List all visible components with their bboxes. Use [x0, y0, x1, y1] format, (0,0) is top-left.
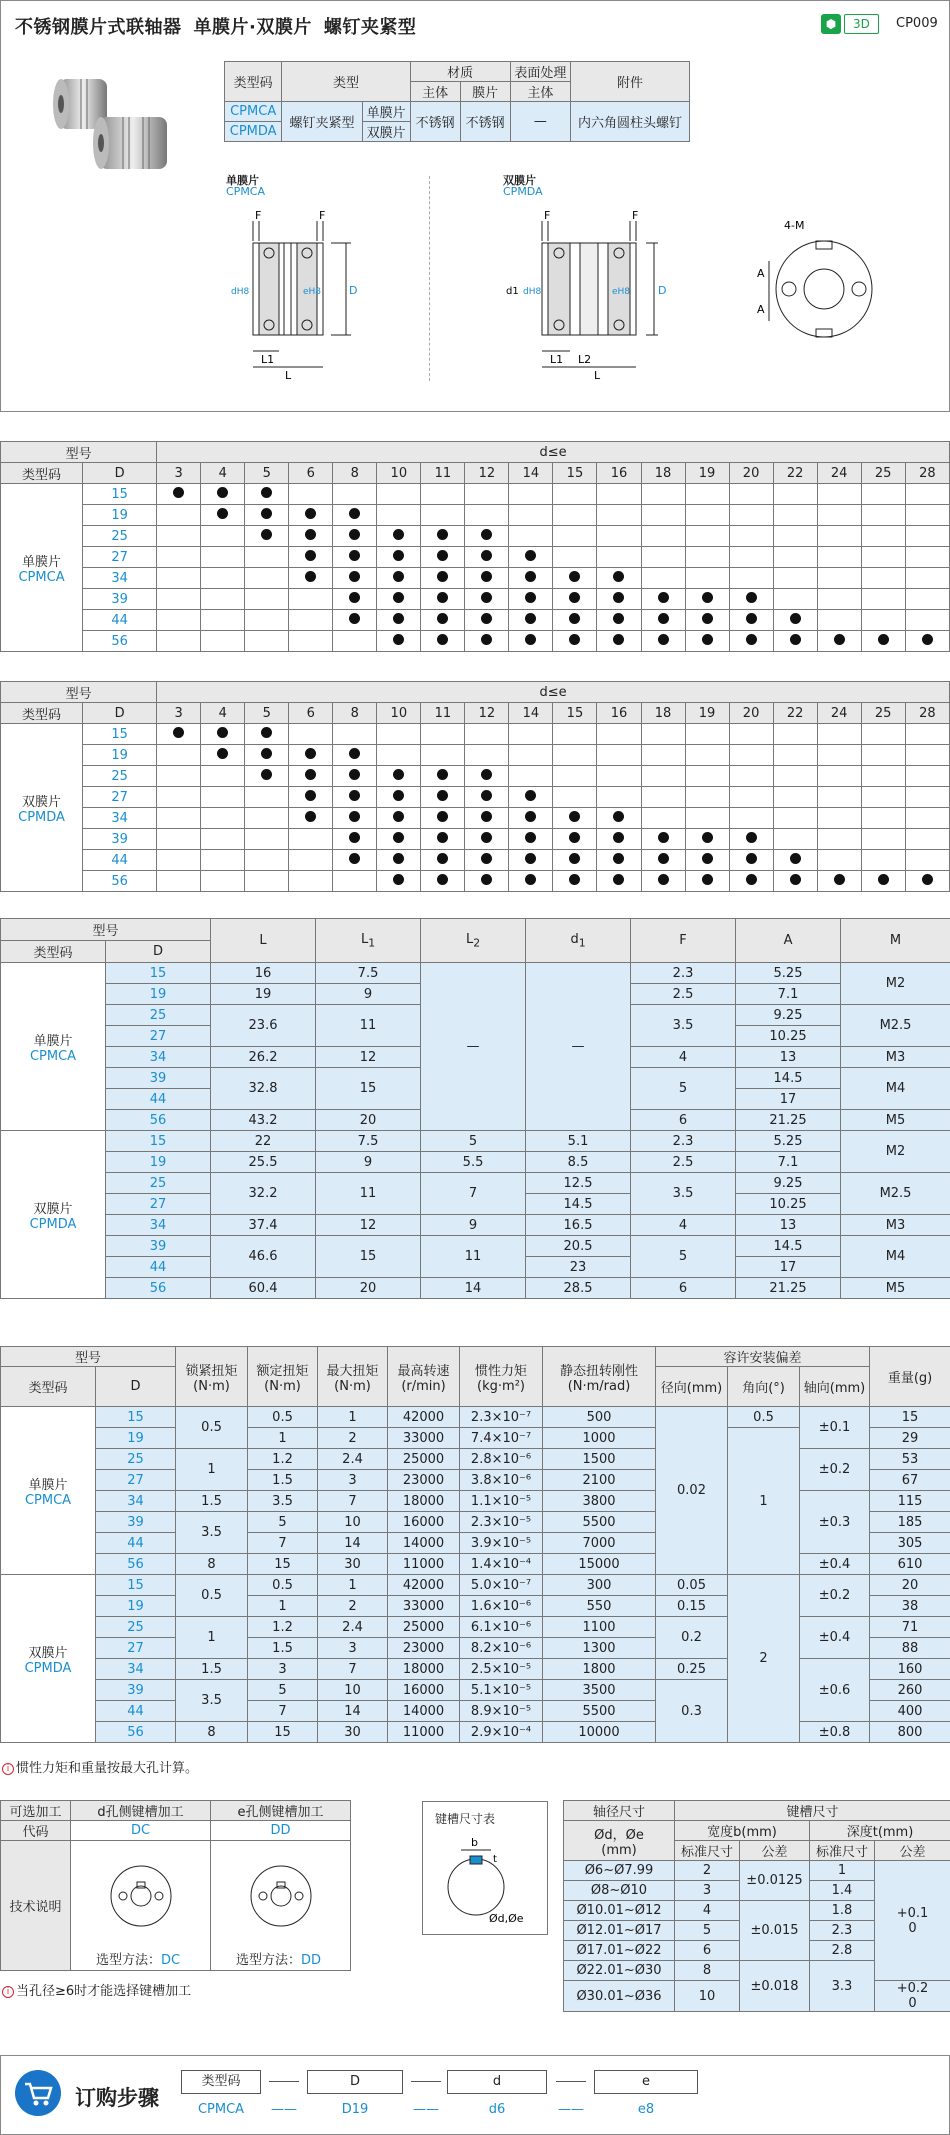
available-dot — [481, 550, 492, 561]
cart-icon — [15, 2070, 61, 2116]
dim-row: 25 32.2 11 7 12.5 3.5 9.25 M2.5 — [1, 1173, 950, 1194]
svg-text:F: F — [255, 209, 262, 222]
available-dot — [878, 634, 889, 645]
svg-text:F: F — [319, 209, 326, 222]
bore-row: 56 — [1, 871, 950, 892]
perf-row: 44 7 14 14000 8.9×10⁻⁵ 5500 400 — [1, 1701, 950, 1722]
perf-row: 双膜片 CPMDA 15 0.5 0.5 1 42000 5.0×10⁻⁷ 300 0.05 2 ±0.2 20 — [1, 1575, 950, 1596]
bore-row: 25 — [1, 526, 950, 547]
svg-text:L: L — [285, 369, 292, 382]
available-dot — [437, 550, 448, 561]
available-dot — [261, 769, 272, 780]
order-value-D: D19 — [341, 2102, 369, 2117]
option-table: 可选加工 d孔侧键槽加工 e孔侧键槽加工 代码 DC DD 技术说明 选型方法：DC 选型方法：DD — [0, 1800, 351, 1971]
double-label: 双膜片 — [503, 174, 536, 187]
available-dot — [702, 613, 713, 624]
available-dot — [569, 634, 580, 645]
available-dot — [525, 832, 536, 843]
catalog-code: CP009 — [896, 16, 938, 31]
available-dot — [305, 571, 316, 582]
key-row: Ø6~Ø7.99 2 ±0.0125 1 +0.1 0 — [564, 1861, 950, 1881]
info-icon: i — [2, 1763, 14, 1775]
available-dot — [481, 790, 492, 801]
info-icon: i — [2, 1986, 14, 1998]
available-dot — [525, 874, 536, 885]
available-dot — [922, 634, 933, 645]
dim-row: 19 25.5 9 5.5 8.5 2.5 7.1 — [1, 1152, 950, 1173]
bore-row: 39 — [1, 589, 950, 610]
available-dot — [437, 832, 448, 843]
available-dot — [878, 874, 889, 885]
key-row: Ø12.01~Ø17 5 2.3 — [564, 1921, 950, 1941]
available-dot — [261, 727, 272, 738]
svg-text:t: t — [493, 1854, 497, 1865]
keyway-d-drawing — [106, 1861, 176, 1931]
available-dot — [349, 529, 360, 540]
available-dot — [349, 748, 360, 759]
order-value-type: CPMCA — [197, 2102, 245, 2117]
available-dot — [437, 811, 448, 822]
available-dot — [922, 874, 933, 885]
available-dot — [481, 571, 492, 582]
bore-row: 27 — [1, 787, 950, 808]
available-dot — [481, 853, 492, 864]
available-dot — [349, 769, 360, 780]
bore-table-double: 型号 d≤e 类型码 D 3 4 5 6 8 10 11 12 14 15 16 18 19 20 22 24 25 28 双膜片 CPMDA 15 19 25 27 34 39 44 56 — [0, 681, 950, 892]
available-dot — [261, 487, 272, 498]
cube-icon: ⬢ — [821, 14, 841, 34]
available-dot — [393, 592, 404, 603]
dim-row: 25 23.6 11 3.5 9.25 M2.5 — [1, 1005, 950, 1026]
available-dot — [217, 727, 228, 738]
available-dot — [790, 613, 801, 624]
available-dot — [305, 529, 316, 540]
available-dot — [525, 853, 536, 864]
available-dot — [349, 613, 360, 624]
order-value-d: d6 — [488, 2102, 506, 2117]
available-dot — [393, 769, 404, 780]
svg-text:dH8: dH8 — [523, 287, 542, 297]
available-dot — [393, 832, 404, 843]
available-dot — [349, 811, 360, 822]
key-row: Ø17.01~Ø22 6 2.8 — [564, 1941, 950, 1961]
available-dot — [525, 790, 536, 801]
available-dot — [525, 550, 536, 561]
order-box-d: d — [447, 2070, 547, 2094]
keyslot-drawing — [431, 1832, 541, 1927]
dim-row: 27 10.25 — [1, 1026, 950, 1047]
svg-text:D: D — [658, 284, 667, 297]
available-dot — [349, 508, 360, 519]
header-panel — [0, 0, 950, 412]
available-dot — [393, 790, 404, 801]
available-dot — [393, 634, 404, 645]
single-drawing — [221, 201, 391, 391]
page-title: 不锈钢膜片式联轴器 单膜片·双膜片 螺钉夹紧型 — [15, 17, 417, 38]
dim-row: 56 43.2 20 6 21.25 M5 — [1, 1110, 950, 1131]
svg-text:F: F — [632, 209, 639, 222]
available-dot — [613, 811, 624, 822]
spec-table: 类型码 类型 材质 表面处理 附件 主体 膜片 主体 CPMCA 螺钉夹紧型 单膜片 不锈钢 不锈钢 — 内六角圆柱头螺钉 CPMDA 双膜片 — [224, 61, 690, 142]
available-dot — [437, 790, 448, 801]
svg-text:eH8: eH8 — [303, 287, 322, 297]
available-dot — [393, 550, 404, 561]
available-dot — [790, 874, 801, 885]
order-steps: 订购步骤 类型码 D d e CPMCA —— D19 —— d6 —— e8 — [0, 2055, 950, 2135]
available-dot — [525, 634, 536, 645]
available-dot — [746, 853, 757, 864]
dimension-table: 型号 L $L_1$ $L_2$ $d_1$ F A M 类型码 D 单膜片 CPMCA 15 16 7.5 — — 2.3 5.25 M2 19 19 9 2.5 7.1 25 23.6 11 3.5 9.25 M2.5 27 10.25 34 26.2 12 4 13 M3 39 32.8 15 5 14.5 M4 44 17 56 43.2 20 6 21.25 M5 双膜片 CPMDA 15 22 7.5 5 5.1 2.3 5.25 M2 19 25.5 9 5.5 8.5 2.5 7.1 25 32.2 11 7 12.5 3.5 9.25 M2.5 27 14.5 10.25 34 37.4 12 9 16.5 4 13 M3 39 46.6 15 11 20.5 5 14.5 M4 44 23 17 56 60.4 20 14 28.5 6 21.25 M5 — [0, 918, 950, 1299]
perf-row: 34 1.5 3.5 7 18000 1.1×10⁻⁵ 3800 ±0.3 115 — [1, 1491, 950, 1512]
available-dot — [349, 790, 360, 801]
available-dot — [261, 508, 272, 519]
available-dot — [569, 613, 580, 624]
available-dot — [437, 874, 448, 885]
bore-row: 25 — [1, 766, 950, 787]
available-dot — [613, 853, 624, 864]
3d-badge[interactable] — [821, 14, 879, 34]
bore-row: 单膜片 CPMCA 15 — [1, 484, 950, 505]
available-dot — [393, 853, 404, 864]
bore-row: 19 — [1, 505, 950, 526]
svg-text:eH8: eH8 — [612, 287, 631, 297]
available-dot — [702, 853, 713, 864]
order-value-e: e8 — [637, 2102, 655, 2117]
available-dot — [393, 529, 404, 540]
bore-row: 19 — [1, 745, 950, 766]
available-dot — [613, 592, 624, 603]
keyway-e-drawing — [246, 1861, 316, 1931]
bore-row: 34 — [1, 568, 950, 589]
performance-table: 型号 锁紧扭矩 (N·m) 额定扭矩 (N·m) 最大扭矩 (N·m) 最高转速 (r/min) 惯性力矩 (kg·m²) 静态扭转刚性 (N·m/rad) 容许安装偏差 重量(g) 类型码 D 径向(mm) 角向(°) 轴向(mm) 单膜片 CPMCA 15 0.5 0.5 1 42000 2.3×10⁻⁷ 500 0.02 0.5 ±0.1 15 19 1 2 33000 7.4×10⁻⁷ 1000 1 29 25 1 1.2 2.4 25000 2.8×10⁻⁶ 1500 ±0.2 53 27 1.5 3 23000 3.8×10⁻⁶ 2100 67 34 1.5 3.5 7 18000 1.1×10⁻⁵ 3800 ±0.3 115 39 3.5 5 10 16000 2.3×10⁻⁵ 5500 185 44 7 14 14000 3.9×10⁻⁵ 7000 305 56 8 15 30 11000 1.4×10⁻⁴ 15000 ±0.4 610 双膜片 CPMDA 15 0.5 0.5 1 42000 5.0×10⁻⁷ 300 0.05 2 ±0.2 20 19 1 2 33000 1.6×10⁻⁶ 550 0.15 38 25 1 1.2 2.4 25000 6.1×10⁻⁶ 1100 0.2 ±0.4 71 27 1.5 3 23000 8.2×10⁻⁶ 1300 88 34 1.5 3 7 18000 2.5×10⁻⁵ 1800 0.25 ±0.6 160 39 3.5 5 10 16000 5.1×10⁻⁵ 3500 0.3 260 44 7 14 14000 8.9×10⁻⁵ 5500 400 56 8 15 30 11000 2.9×10⁻⁴ 10000 ±0.8 800 — [0, 1346, 950, 1743]
available-dot — [702, 634, 713, 645]
double-drawing — [498, 201, 688, 391]
available-dot — [746, 634, 757, 645]
available-dot — [702, 832, 713, 843]
available-dot — [217, 487, 228, 498]
perf-row: 44 7 14 14000 3.9×10⁻⁵ 7000 305 — [1, 1533, 950, 1554]
note-inertia: i 惯性力矩和重量按最大孔计算。 — [2, 1757, 198, 1776]
svg-text:L1: L1 — [261, 353, 275, 366]
svg-text:dH8: dH8 — [231, 287, 250, 297]
available-dot — [437, 613, 448, 624]
perf-row: 39 3.5 5 10 16000 5.1×10⁻⁵ 3500 0.3 260 — [1, 1680, 950, 1701]
available-dot — [261, 529, 272, 540]
key-size-table: 轴径尺寸 键槽尺寸 Ød，Øe (mm) 宽度b(mm) 深度t(mm) 标准尺寸 公差 标准尺寸 公差 Ø6~Ø7.99 2 ±0.0125 1 +0.1 0 Ø8~Ø10 3 1.4 Ø10.01~Ø12 4 ±0.015 1.8 Ø12.01~Ø17 5 2.3 Ø17.01~Ø22 6 2.8 Ø22.01~Ø30 8 ±0.018 3.3 Ø30.01~Ø36 10 +0.2 0 — [563, 1800, 950, 2012]
key-row: Ø22.01~Ø30 8 ±0.018 3.3 — [564, 1961, 950, 1981]
available-dot — [525, 811, 536, 822]
svg-text:L2: L2 — [578, 353, 592, 366]
available-dot — [305, 508, 316, 519]
available-dot — [569, 592, 580, 603]
available-dot — [790, 853, 801, 864]
available-dot — [437, 853, 448, 864]
available-dot — [658, 613, 669, 624]
dim-row: 19 19 9 2.5 7.1 — [1, 984, 950, 1005]
available-dot — [790, 634, 801, 645]
available-dot — [481, 769, 492, 780]
available-dot — [261, 748, 272, 759]
available-dot — [525, 571, 536, 582]
perf-row: 25 1 1.2 2.4 25000 2.8×10⁻⁶ 1500 ±0.2 53 — [1, 1449, 950, 1470]
available-dot — [173, 727, 184, 738]
dim-row: 34 26.2 12 4 13 M3 — [1, 1047, 950, 1068]
svg-text:L: L — [594, 369, 601, 382]
perf-row: 56 8 15 30 11000 1.4×10⁻⁴ 15000 ±0.4 610 — [1, 1554, 950, 1575]
available-dot — [658, 634, 669, 645]
end-view-drawing — [749, 211, 899, 351]
dim-row: 双膜片 CPMDA 15 22 7.5 5 5.1 2.3 5.25 M2 — [1, 1131, 950, 1152]
product-photo — [47, 69, 177, 179]
available-dot — [349, 571, 360, 582]
available-dot — [613, 571, 624, 582]
available-dot — [746, 592, 757, 603]
available-dot — [437, 571, 448, 582]
available-dot — [305, 790, 316, 801]
available-dot — [613, 613, 624, 624]
available-dot — [746, 832, 757, 843]
available-dot — [481, 634, 492, 645]
available-dot — [481, 832, 492, 843]
available-dot — [569, 832, 580, 843]
bore-row: 44 — [1, 610, 950, 631]
available-dot — [834, 634, 845, 645]
double-code: CPMDA — [503, 185, 543, 198]
available-dot — [569, 811, 580, 822]
key-row: Ø8~Ø10 3 1.4 — [564, 1881, 950, 1901]
available-dot — [702, 874, 713, 885]
available-dot — [217, 508, 228, 519]
available-dot — [393, 874, 404, 885]
available-dot — [569, 571, 580, 582]
perf-row: 25 1 1.2 2.4 25000 6.1×10⁻⁶ 1100 0.2 ±0.4 71 — [1, 1617, 950, 1638]
perf-row: 34 1.5 3 7 18000 2.5×10⁻⁵ 1800 0.25 ±0.6 160 — [1, 1659, 950, 1680]
dim-row: 34 37.4 12 9 16.5 4 13 M3 — [1, 1215, 950, 1236]
available-dot — [481, 613, 492, 624]
order-title: 订购步骤 — [75, 2086, 159, 2110]
available-dot — [305, 550, 316, 561]
dim-row: 27 14.5 10.25 — [1, 1194, 950, 1215]
svg-text:D: D — [349, 284, 358, 297]
perf-row: 单膜片 CPMCA 15 0.5 0.5 1 42000 2.3×10⁻⁷ 500 0.02 0.5 ±0.1 15 — [1, 1407, 950, 1428]
bore-row: 双膜片 CPMDA 15 — [1, 724, 950, 745]
available-dot — [481, 874, 492, 885]
svg-text:F: F — [544, 209, 551, 222]
key-row: Ø10.01~Ø12 4 ±0.015 1.8 — [564, 1901, 950, 1921]
available-dot — [481, 592, 492, 603]
available-dot — [437, 634, 448, 645]
available-dot — [525, 592, 536, 603]
svg-text:A: A — [757, 303, 765, 316]
available-dot — [834, 874, 845, 885]
available-dot — [613, 874, 624, 885]
perf-row: 27 1.5 3 23000 8.2×10⁻⁶ 1300 88 — [1, 1638, 950, 1659]
available-dot — [437, 529, 448, 540]
available-dot — [217, 748, 228, 759]
available-dot — [305, 769, 316, 780]
svg-text:L1: L1 — [550, 353, 564, 366]
available-dot — [658, 592, 669, 603]
bore-row: 39 — [1, 829, 950, 850]
available-dot — [481, 811, 492, 822]
order-box-type: 类型码 — [181, 2070, 261, 2094]
dim-row: 56 60.4 20 14 28.5 6 21.25 M5 — [1, 1278, 950, 1299]
dim-row: 44 23 17 — [1, 1257, 950, 1278]
available-dot — [481, 529, 492, 540]
available-dot — [349, 550, 360, 561]
available-dot — [305, 811, 316, 822]
available-dot — [525, 613, 536, 624]
available-dot — [569, 853, 580, 864]
available-dot — [393, 613, 404, 624]
available-dot — [437, 769, 448, 780]
available-dot — [437, 592, 448, 603]
svg-text:4-M: 4-M — [784, 219, 805, 232]
bore-row: 34 — [1, 808, 950, 829]
bore-row: 56 — [1, 631, 950, 652]
coupling-double-image — [93, 117, 167, 169]
svg-text:Ød,Øe: Ød,Øe — [489, 1912, 524, 1925]
available-dot — [702, 592, 713, 603]
perf-row: 39 3.5 5 10 16000 2.3×10⁻⁵ 5500 185 — [1, 1512, 950, 1533]
available-dot — [349, 853, 360, 864]
available-dot — [349, 592, 360, 603]
svg-text:b: b — [471, 1836, 478, 1849]
keyslot-box: 键槽尺寸表 b t Ød,Øe — [422, 1801, 548, 1935]
key-row: Ø30.01~Ø36 10 +0.2 0 — [564, 1981, 950, 2012]
perf-row: 19 1 2 33000 1.6×10⁻⁶ 550 0.15 38 — [1, 1596, 950, 1617]
available-dot — [613, 832, 624, 843]
available-dot — [569, 874, 580, 885]
available-dot — [173, 487, 184, 498]
available-dot — [658, 832, 669, 843]
note-keyway: i 当孔径≥6时才能选择键槽加工 — [2, 1980, 191, 1999]
divider — [429, 176, 430, 381]
available-dot — [393, 571, 404, 582]
bore-table-single: 型号 d≤e 类型码 D 3 4 5 6 8 10 11 12 14 15 16 18 19 20 22 24 25 28 单膜片 CPMCA 15 19 25 27 34 39 44 56 — [0, 441, 950, 652]
available-dot — [658, 874, 669, 885]
available-dot — [305, 748, 316, 759]
available-dot — [349, 832, 360, 843]
dim-row: 39 46.6 15 11 20.5 5 14.5 M4 — [1, 1236, 950, 1257]
dim-row: 单膜片 CPMCA 15 16 7.5 — — 2.3 5.25 M2 — [1, 963, 950, 984]
perf-row: 56 8 15 30 11000 2.9×10⁻⁴ 10000 ±0.8 800 — [1, 1722, 950, 1743]
svg-text:A: A — [757, 267, 765, 280]
bore-row: 44 — [1, 850, 950, 871]
available-dot — [746, 874, 757, 885]
available-dot — [658, 853, 669, 864]
perf-row: 19 1 2 33000 7.4×10⁻⁷ 1000 1 29 — [1, 1428, 950, 1449]
single-label: 单膜片 — [226, 174, 259, 187]
dim-row: 39 32.8 15 5 14.5 M4 — [1, 1068, 950, 1089]
single-code: CPMCA — [226, 185, 266, 198]
order-box-D: D — [307, 2070, 403, 2094]
dim-row: 44 17 — [1, 1089, 950, 1110]
order-box-e: e — [594, 2070, 698, 2094]
perf-row: 27 1.5 3 23000 3.8×10⁻⁶ 2100 67 — [1, 1470, 950, 1491]
3d-button[interactable]: 3D — [844, 14, 879, 34]
available-dot — [746, 613, 757, 624]
bore-row: 27 — [1, 547, 950, 568]
svg-text:d1: d1 — [506, 286, 519, 297]
available-dot — [393, 811, 404, 822]
available-dot — [613, 634, 624, 645]
